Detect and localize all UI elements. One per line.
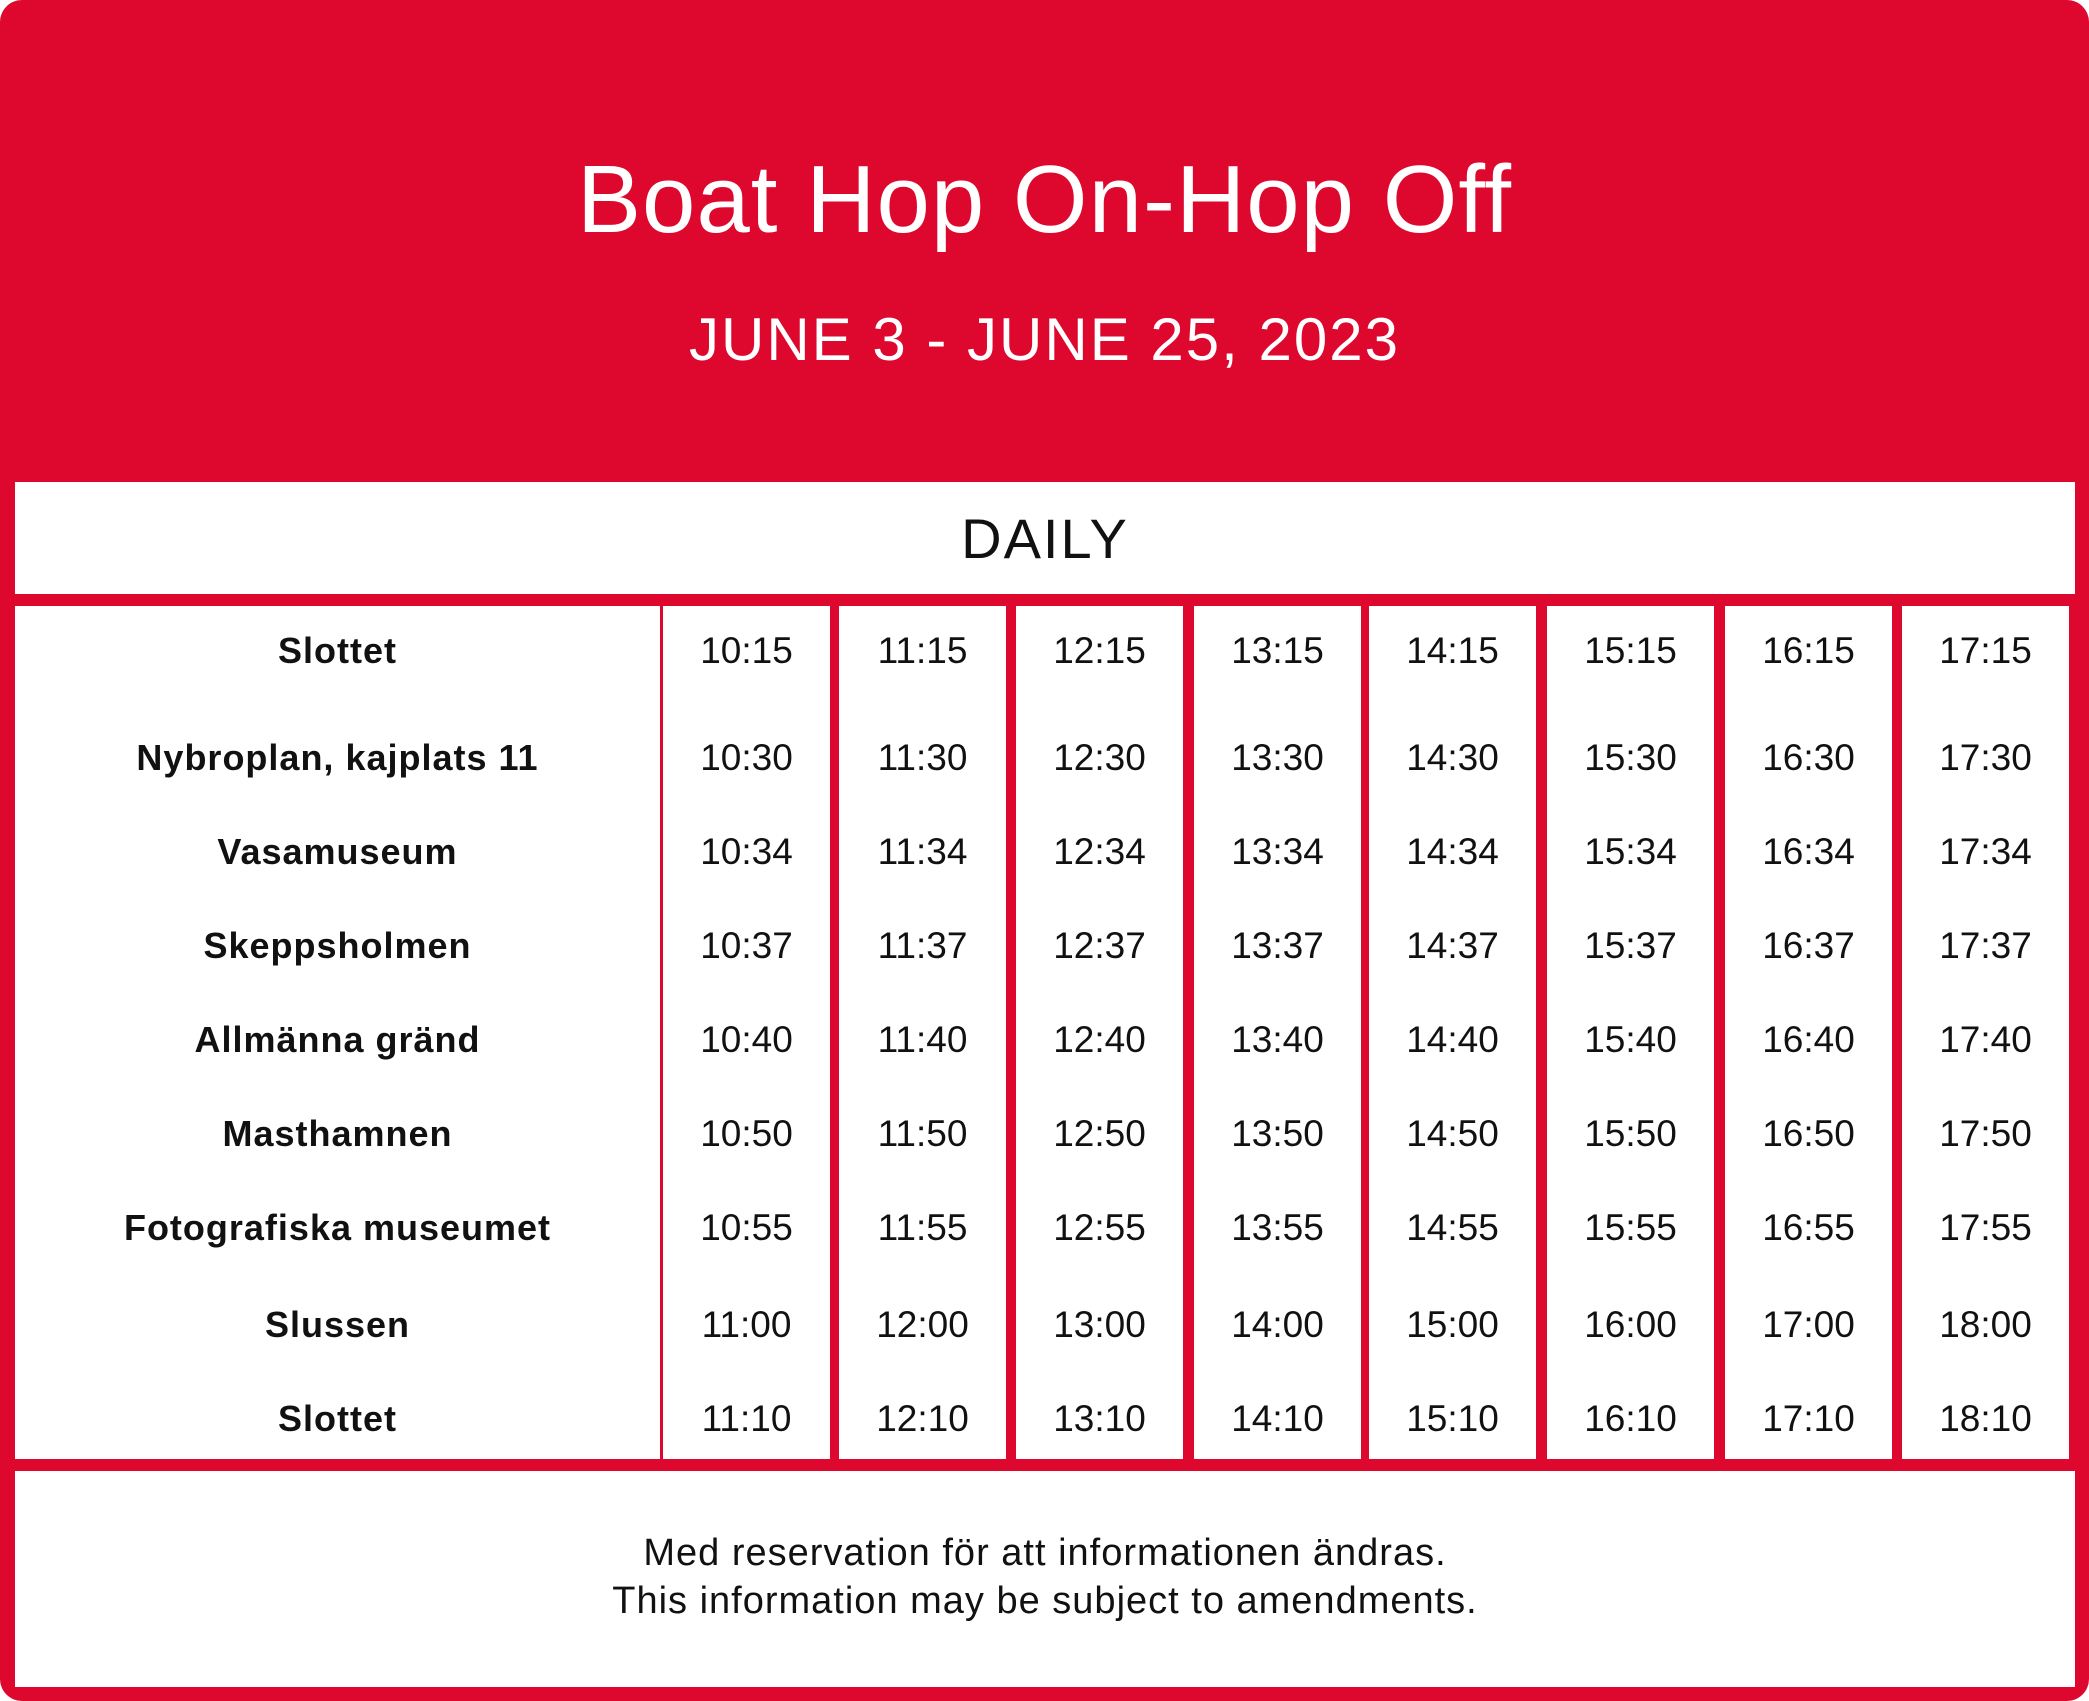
stop-name: Fotografiska museumet (123, 1207, 552, 1248)
departure-time: 16:30 (1762, 737, 1855, 778)
departure-time: 15:34 (1584, 831, 1677, 872)
disclaimer-english: This information may be subject to amendments. (612, 1580, 1478, 1622)
departure-time: 14:15 (1406, 630, 1499, 671)
departure-time: 17:50 (1939, 1113, 2032, 1154)
departure-time: 10:50 (700, 1113, 793, 1154)
departure-time: 16:50 (1762, 1113, 1855, 1154)
departure-time: 12:00 (876, 1304, 969, 1345)
departure-time: 17:40 (1939, 1019, 2032, 1060)
departure-time: 12:37 (1053, 925, 1146, 966)
departure-time: 16:37 (1762, 925, 1855, 966)
departure-time: 13:10 (1053, 1398, 1146, 1439)
departure-time: 10:37 (700, 925, 793, 966)
departure-time: 17:34 (1939, 831, 2032, 872)
departure-time: 15:55 (1584, 1207, 1677, 1248)
departure-time: 11:40 (877, 1019, 968, 1060)
departure-time: 17:30 (1939, 737, 2032, 778)
stop-names-column (15, 606, 660, 1459)
frequency-label (15, 482, 2075, 594)
departure-column (663, 606, 830, 1459)
departure-time: 14:30 (1406, 737, 1499, 778)
departure-time: 14:34 (1406, 831, 1499, 872)
departure-time: 11:50 (877, 1113, 968, 1154)
departure-time: 13:30 (1231, 737, 1324, 778)
departure-time: 16:15 (1762, 630, 1855, 671)
departure-time: 12:50 (1053, 1113, 1146, 1154)
departure-time: 18:00 (1939, 1304, 2032, 1345)
departure-time: 11:37 (877, 925, 968, 966)
departure-time: 13:15 (1231, 630, 1324, 671)
departure-time: 11:15 (877, 630, 968, 671)
departure-time: 13:00 (1053, 1304, 1146, 1345)
departure-time: 12:15 (1053, 630, 1146, 671)
departure-column (1725, 606, 1892, 1459)
departure-time: 13:37 (1231, 925, 1324, 966)
stop-name: Slussen (264, 1304, 411, 1345)
departure-time: 11:00 (701, 1304, 792, 1345)
departure-column (1369, 606, 1536, 1459)
departure-time: 10:55 (700, 1207, 793, 1248)
departure-time: 10:40 (700, 1019, 793, 1060)
departure-time: 11:30 (877, 737, 968, 778)
departure-column (1194, 606, 1361, 1459)
departure-time: 16:10 (1584, 1398, 1677, 1439)
page-title: Boat Hop On-Hop Off (576, 146, 1513, 253)
stop-name: Vasamuseum (217, 831, 458, 872)
departure-column (1902, 606, 2069, 1459)
departure-time: 17:55 (1939, 1207, 2032, 1248)
departure-time: 16:55 (1762, 1207, 1855, 1248)
departure-time: 11:34 (877, 831, 968, 872)
departure-column (1547, 606, 1714, 1459)
departure-time: 17:10 (1762, 1398, 1855, 1439)
departure-time: 13:40 (1231, 1019, 1324, 1060)
stop-name: Masthamnen (222, 1113, 453, 1154)
departure-column (1016, 606, 1183, 1459)
date-range: JUNE 3 - JUNE 25, 2023 (689, 306, 1400, 373)
departure-time: 15:15 (1584, 630, 1677, 671)
stop-name: Slottet (278, 1398, 397, 1439)
departure-time: 14:00 (1231, 1304, 1324, 1345)
departure-time: 10:15 (700, 630, 793, 671)
departure-time: 10:30 (700, 737, 793, 778)
disclaimer-swedish: Med reservation för att informationen ändras. (643, 1532, 1447, 1574)
stop-name: Skeppsholmen (203, 925, 472, 966)
departure-time: 12:10 (876, 1398, 969, 1439)
departure-time: 12:30 (1053, 737, 1146, 778)
departure-time: 14:10 (1231, 1398, 1324, 1439)
departure-time: 18:10 (1939, 1398, 2032, 1439)
departure-time: 14:55 (1406, 1207, 1499, 1248)
daily-label: DAILY (961, 506, 1129, 570)
footer (15, 1471, 2075, 1687)
departure-time: 13:50 (1231, 1113, 1324, 1154)
departure-time: 15:37 (1584, 925, 1677, 966)
departure-time: 13:55 (1231, 1207, 1324, 1248)
departure-time: 15:30 (1584, 737, 1677, 778)
departure-time: 14:40 (1406, 1019, 1499, 1060)
departure-time: 17:15 (1939, 630, 2032, 671)
departure-time: 16:34 (1762, 831, 1855, 872)
departure-time: 10:34 (700, 831, 793, 872)
departure-time: 12:40 (1053, 1019, 1146, 1060)
departure-time: 13:34 (1231, 831, 1324, 872)
departure-time: 16:40 (1762, 1019, 1855, 1060)
departure-time: 12:55 (1053, 1207, 1146, 1248)
departure-time: 11:55 (877, 1207, 968, 1248)
departure-time: 11:10 (701, 1398, 792, 1439)
departure-time: 15:10 (1406, 1398, 1499, 1439)
departure-time: 15:50 (1584, 1113, 1677, 1154)
stop-name: Slottet (278, 630, 397, 671)
departure-time: 16:00 (1584, 1304, 1677, 1345)
departure-column (839, 606, 1006, 1459)
stop-name: Nybroplan, kajplats 11 (136, 737, 539, 778)
departure-time: 17:00 (1762, 1304, 1855, 1345)
departure-time: 14:37 (1406, 925, 1499, 966)
stop-name: Allmänna gränd (194, 1019, 481, 1060)
departure-time: 15:00 (1406, 1304, 1499, 1345)
departure-time: 17:37 (1939, 925, 2032, 966)
departure-time: 12:34 (1053, 831, 1146, 872)
departure-time: 14:50 (1406, 1113, 1499, 1154)
departure-time: 15:40 (1584, 1019, 1677, 1060)
